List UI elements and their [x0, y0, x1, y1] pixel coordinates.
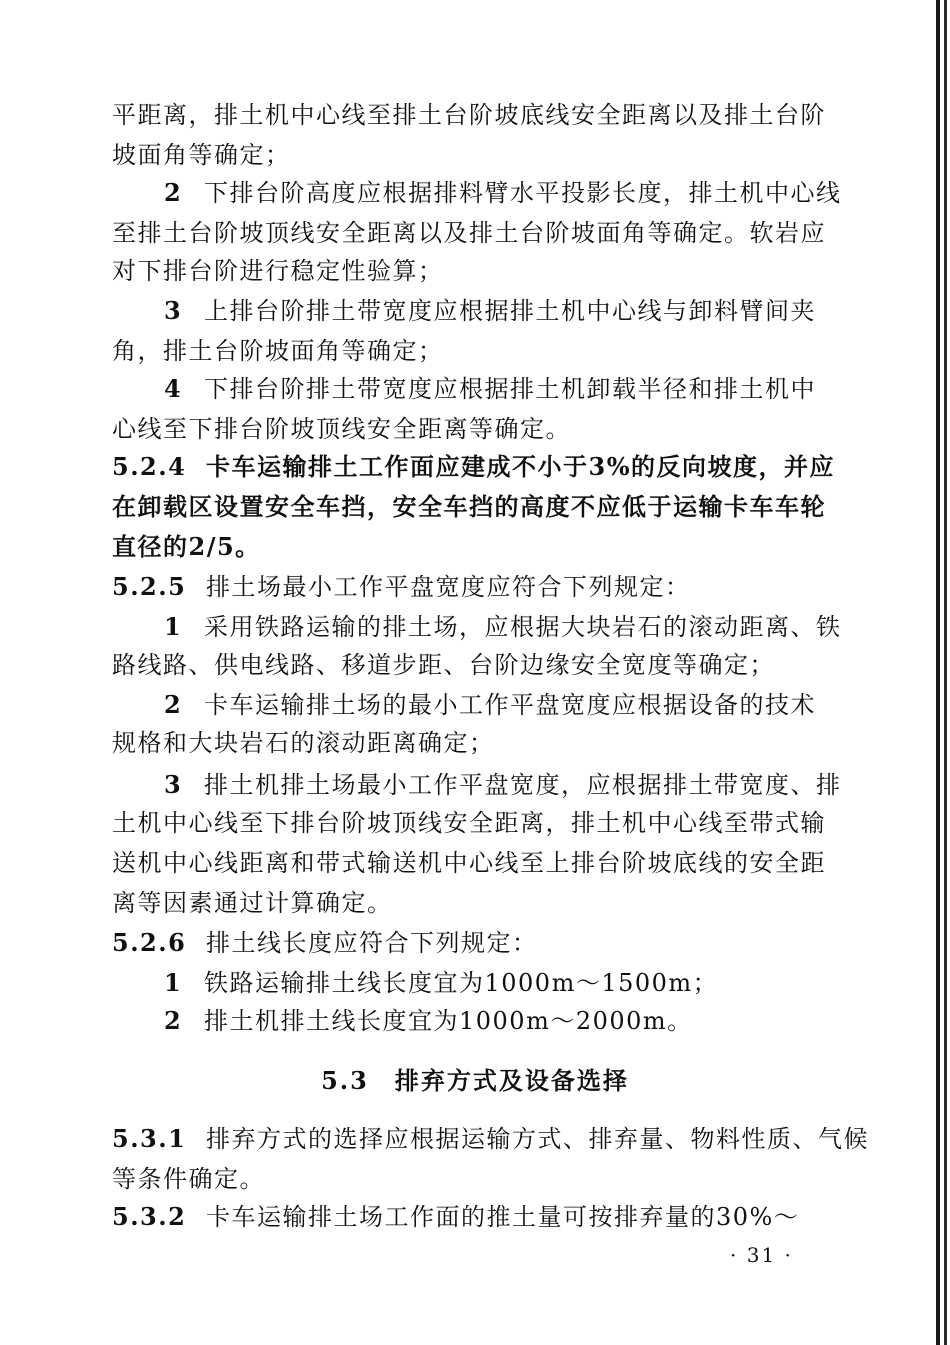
- list-item: 2 排土机排土线长度宜为1000m～2000m。: [164, 1006, 693, 1035]
- item-number: 2: [164, 178, 183, 207]
- item-number: 3: [164, 770, 183, 799]
- clause-number: 5.2.4: [112, 452, 187, 481]
- text-line: 土机中心线至下排台阶坡顶线安全距离，排土机中心线至带式输: [112, 809, 826, 837]
- item-number: 1: [164, 612, 183, 641]
- item-number: 3: [164, 296, 183, 325]
- list-item: 2 卡车运输排土场的最小工作平盘宽度应根据设备的技术: [164, 690, 816, 719]
- clause-5-3-1: 5.3.1 排弃方式的选择应根据运输方式、排弃量、物料性质、气候: [112, 1124, 869, 1153]
- scan-edge-line: [944, 0, 947, 1345]
- text-line: 心线至下排台阶坡顶线安全距离等确定。: [112, 415, 571, 443]
- clause-5-3-2: 5.3.2 卡车运输排土场工作面的推土量可按排弃量的30%～: [112, 1202, 800, 1231]
- item-number: 2: [164, 690, 183, 719]
- clause-5-2-6: 5.2.6 排土线长度应符合下列规定：: [112, 928, 538, 957]
- item-number: 2: [164, 1006, 183, 1035]
- list-item: 1 铁路运输排土线长度宜为1000m～1500m；: [164, 968, 719, 997]
- list-item: 3 排土机排土场最小工作平盘宽度，应根据排土带宽度、排: [164, 770, 842, 799]
- item-number: 4: [164, 374, 183, 403]
- item-number: 1: [164, 968, 183, 997]
- text-line: 送机中心线距离和带式输送机中心线至上排台阶坡底线的安全距: [112, 849, 826, 877]
- section-title: 排弃方式及设备选择: [394, 1066, 629, 1095]
- section-number: 5.3: [321, 1066, 369, 1095]
- clause-number: 5.2.5: [112, 572, 187, 601]
- clause-number: 5.3.1: [112, 1124, 187, 1153]
- text-line: 对下排台阶进行稳定性验算；: [112, 257, 444, 285]
- list-item: 1 采用铁路运输的排土场，应根据大块岩石的滚动距离、铁: [164, 612, 842, 641]
- text-line: 至排土台阶坡顶线安全距离以及排土台阶坡面角等确定。软岩应: [112, 219, 826, 247]
- text-line: 直径的2/5。: [112, 532, 261, 561]
- list-item: 4 下排台阶排土带宽度应根据排土机卸载半径和排土机中: [164, 374, 816, 403]
- text-line: 离等因素通过计算确定。: [112, 889, 393, 917]
- clause-number: 5.3.2: [112, 1202, 187, 1231]
- scan-edge-line: [936, 0, 940, 1345]
- clause-5-2-4: 5.2.4 卡车运输排土工作面应建成不小于3%的反向坡度，并应: [112, 452, 836, 481]
- list-item: 3 上排台阶排土带宽度应根据排土机中心线与卸料臂间夹: [164, 296, 816, 325]
- list-item: 2 下排台阶高度应根据排料臂水平投影长度，排土机中心线: [164, 178, 842, 207]
- text-line: 规格和大块岩石的滚动距离确定；: [112, 729, 495, 757]
- text-line: 路线路、供电线路、移道步距、台阶边缘安全宽度等确定；: [112, 651, 775, 679]
- text-line: 在卸载区设置安全车挡，安全车挡的高度不应低于运输卡车车轮: [112, 492, 826, 521]
- text-line: 坡面角等确定；: [112, 141, 291, 169]
- text-line: 平距离，排土机中心线至排土台阶坡底线安全距离以及排土台阶: [112, 101, 826, 129]
- clause-number: 5.2.6: [112, 928, 187, 957]
- clause-5-2-5: 5.2.5 排土场最小工作平盘宽度应符合下列规定：: [112, 572, 691, 601]
- page-number: · 31 ·: [730, 1243, 793, 1267]
- text-line: 角，排土台阶坡面角等确定；: [112, 337, 444, 365]
- section-heading: [0, 1066, 950, 1096]
- text-line: 等条件确定。: [112, 1165, 265, 1193]
